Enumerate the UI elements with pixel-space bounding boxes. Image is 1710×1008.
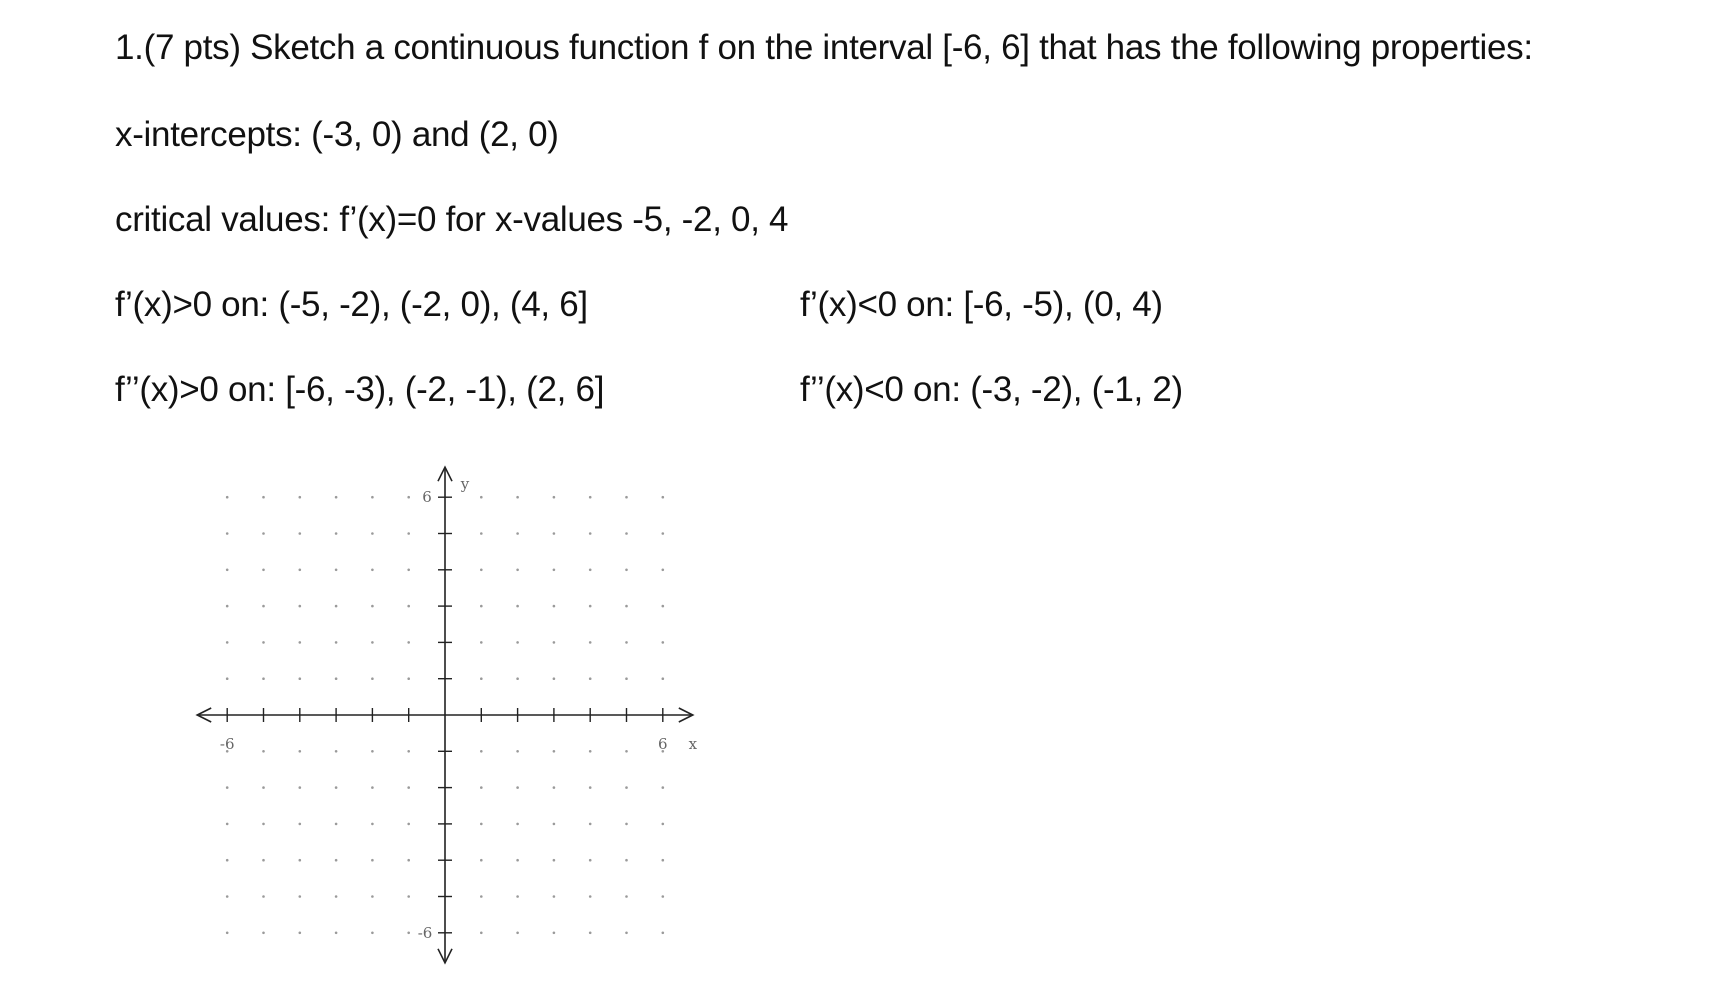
grid-dot xyxy=(625,750,628,753)
grid-dot xyxy=(553,786,556,789)
grid-dot xyxy=(299,532,302,535)
grid-dot xyxy=(299,677,302,680)
grid-dot xyxy=(262,569,265,572)
grid-dot xyxy=(262,496,265,499)
grid-dot xyxy=(480,532,483,535)
grid-dot xyxy=(407,932,410,935)
grid-dot xyxy=(553,895,556,898)
fprime-negative-text: f’(x)<0 on: [-6, -5), (0, 4) xyxy=(800,285,1163,324)
grid-dot xyxy=(625,641,628,644)
grid-dot xyxy=(262,786,265,789)
grid-dot xyxy=(371,859,374,862)
grid-dot xyxy=(226,859,229,862)
grid-dot xyxy=(662,605,665,608)
fdouble-negative-text: f’’(x)<0 on: (-3, -2), (-1, 2) xyxy=(800,370,1183,409)
grid-dot xyxy=(335,569,338,572)
grid-dot xyxy=(625,895,628,898)
grid-dot xyxy=(516,932,519,935)
grid-dot xyxy=(589,641,592,644)
grid-dot xyxy=(371,895,374,898)
y-axis-label: y xyxy=(460,475,470,494)
grid-dot xyxy=(625,786,628,789)
grid-dot xyxy=(516,496,519,499)
grid-dot xyxy=(589,859,592,862)
grid-dot xyxy=(516,786,519,789)
grid-dot xyxy=(589,532,592,535)
grid-dot xyxy=(553,605,556,608)
grid-dot xyxy=(335,750,338,753)
grid-dot xyxy=(262,823,265,826)
grid-dot xyxy=(553,750,556,753)
grid-dot xyxy=(299,895,302,898)
grid-dot xyxy=(625,859,628,862)
grid-dot xyxy=(407,496,410,499)
grid-dot xyxy=(299,932,302,935)
grid-dot xyxy=(299,605,302,608)
grid-dot xyxy=(553,496,556,499)
grid-dot xyxy=(299,859,302,862)
grid-dot xyxy=(553,641,556,644)
grid-dot xyxy=(589,677,592,680)
grid-dot xyxy=(371,786,374,789)
grid-dot xyxy=(262,859,265,862)
grid-dot xyxy=(480,786,483,789)
y-min-label: -6 xyxy=(417,923,433,942)
grid-dot xyxy=(516,677,519,680)
grid-dot xyxy=(407,859,410,862)
grid-dot xyxy=(516,569,519,572)
grid-dot xyxy=(335,641,338,644)
grid-dot xyxy=(335,677,338,680)
grid-dot xyxy=(299,641,302,644)
grid-dot xyxy=(625,932,628,935)
grid-dot xyxy=(662,569,665,572)
grid-dot xyxy=(589,823,592,826)
grid-dot xyxy=(553,569,556,572)
grid-dot xyxy=(553,823,556,826)
grid-dot xyxy=(299,750,302,753)
grid-dot xyxy=(516,859,519,862)
grid-dot xyxy=(407,895,410,898)
problem-heading: 1.(7 pts) Sketch a continuous function f on the interval [-6, 6] that has the following properties: xyxy=(115,28,1533,67)
grid-dot xyxy=(480,496,483,499)
grid-dot xyxy=(480,823,483,826)
grid-dot xyxy=(516,605,519,608)
grid-dot xyxy=(226,605,229,608)
grid-dot xyxy=(371,496,374,499)
grid-dot xyxy=(516,532,519,535)
grid-dot xyxy=(299,569,302,572)
grid-dot xyxy=(262,895,265,898)
grid-dot xyxy=(516,823,519,826)
grid-dot xyxy=(371,750,374,753)
grid-dot xyxy=(226,532,229,535)
grid-dot xyxy=(371,677,374,680)
grid-dot xyxy=(407,605,410,608)
grid-dot xyxy=(625,569,628,572)
grid-dot xyxy=(262,677,265,680)
grid-dot xyxy=(371,605,374,608)
grid-dot xyxy=(662,932,665,935)
grid-dot xyxy=(553,532,556,535)
grid-dot xyxy=(407,823,410,826)
grid-dot xyxy=(262,932,265,935)
grid-dot xyxy=(662,786,665,789)
grid-dot xyxy=(226,932,229,935)
grid-dot xyxy=(226,641,229,644)
grid-dot xyxy=(407,569,410,572)
grid-dot xyxy=(335,895,338,898)
grid-dot xyxy=(335,859,338,862)
grid-dot xyxy=(299,823,302,826)
grid-dot xyxy=(480,677,483,680)
grid-dot xyxy=(480,895,483,898)
grid-dot xyxy=(407,677,410,680)
x-max-label: 6 xyxy=(658,735,668,753)
grid-dot xyxy=(335,496,338,499)
grid-dot xyxy=(662,859,665,862)
grid-dot xyxy=(226,786,229,789)
x-min-label: -6 xyxy=(219,735,235,753)
grid-dot xyxy=(371,641,374,644)
grid-dot xyxy=(589,895,592,898)
grid-dot xyxy=(407,532,410,535)
grid-dot xyxy=(589,496,592,499)
grid-dot xyxy=(371,823,374,826)
grid-dot xyxy=(371,569,374,572)
coordinate-grid[interactable] xyxy=(150,445,730,995)
grid-dot xyxy=(662,823,665,826)
grid-dot xyxy=(371,932,374,935)
grid-dot xyxy=(553,859,556,862)
critical-values-text: critical values: f’(x)=0 for x-values -5, -2, 0, 4 xyxy=(115,200,789,239)
grid-dot xyxy=(480,641,483,644)
grid-dot xyxy=(662,496,665,499)
grid-dot xyxy=(625,532,628,535)
grid-dot xyxy=(226,823,229,826)
grid-dot xyxy=(625,823,628,826)
grid-dot xyxy=(407,641,410,644)
grid-dot xyxy=(480,932,483,935)
grid-dot xyxy=(262,641,265,644)
grid-dot xyxy=(371,532,374,535)
fprime-positive-text: f’(x)>0 on: (-5, -2), (-2, 0), (4, 6] xyxy=(115,285,588,324)
grid-dot xyxy=(262,605,265,608)
grid-dot xyxy=(516,641,519,644)
grid-dot xyxy=(299,786,302,789)
grid-dot xyxy=(407,750,410,753)
grid-dot xyxy=(262,532,265,535)
grid-dot xyxy=(625,496,628,499)
grid-dot xyxy=(589,569,592,572)
fdouble-positive-text: f’’(x)>0 on: [-6, -3), (-2, -1), (2, 6] xyxy=(115,370,605,409)
grid-dot xyxy=(480,569,483,572)
grid-dot xyxy=(662,641,665,644)
grid-dot xyxy=(335,823,338,826)
grid-dot xyxy=(589,750,592,753)
grid-dot xyxy=(335,786,338,789)
grid-dot xyxy=(335,932,338,935)
grid-dot xyxy=(480,750,483,753)
grid-dot xyxy=(516,895,519,898)
grid-dot xyxy=(662,677,665,680)
grid-dot xyxy=(662,532,665,535)
grid-dot xyxy=(662,895,665,898)
grid-dot xyxy=(480,605,483,608)
grid-dot xyxy=(335,532,338,535)
grid-dot xyxy=(262,750,265,753)
grid-dot xyxy=(589,786,592,789)
grid-dot xyxy=(226,677,229,680)
grid-dot xyxy=(407,786,410,789)
grid-dot xyxy=(299,496,302,499)
grid-dot xyxy=(480,859,483,862)
grid-dot xyxy=(226,569,229,572)
y-max-label: 6 xyxy=(422,488,432,507)
grid-dot xyxy=(625,677,628,680)
grid-dot xyxy=(625,605,628,608)
x-axis-label: x xyxy=(688,735,698,753)
grid-dot xyxy=(226,496,229,499)
grid-dot xyxy=(335,605,338,608)
grid-dot xyxy=(553,932,556,935)
x-intercepts-text: x-intercepts: (-3, 0) and (2, 0) xyxy=(115,115,559,154)
grid-dot xyxy=(553,677,556,680)
grid-dot xyxy=(226,895,229,898)
grid-dot xyxy=(589,932,592,935)
grid-dot xyxy=(516,750,519,753)
grid-dot xyxy=(589,605,592,608)
